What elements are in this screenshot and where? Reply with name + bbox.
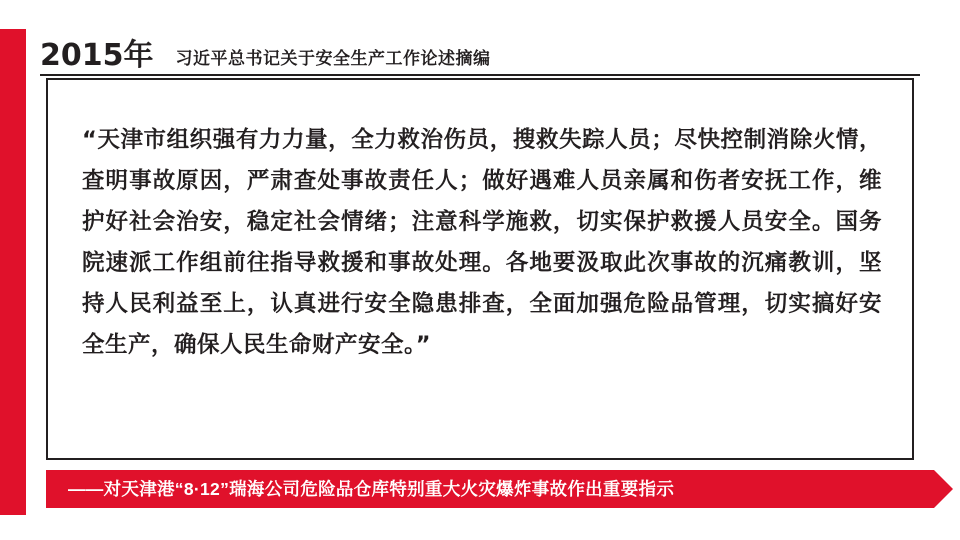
footer-banner xyxy=(46,470,934,508)
quote-body-text: “天津市组织强有力力量，全力救治伤员，搜救失踪人员；尽快控制消除火情，查明事故原因，严肃查处事故责任人；做好遇难人员亲属和伤者安抚工作，维护好社会治安，稳定社会情绪；注意科学施救，切实保护救援人员安全。国务院速派工作组前往指导救援和事故处理。各地要汲取此次事故的沉痛教训，坚持人民利益至上，认真进行安全隐患排查，全面加强危险品管理，切实搞好安全生产，确保人民生命财产安全。” xyxy=(82,127,882,358)
left-accent-bar xyxy=(0,29,26,515)
slide-header xyxy=(40,32,491,72)
header-divider xyxy=(40,74,920,76)
footer-caption: ——对天津港“8·12”瑞海公司危险品仓库特别重大火灾爆炸事故作出重要指示 xyxy=(68,479,675,499)
year-value: 2015年 xyxy=(40,38,154,73)
year-label xyxy=(40,38,154,73)
page-title: 习近平总书记关于安全生产工作论述摘编 xyxy=(175,49,491,68)
quote-container xyxy=(46,78,914,460)
